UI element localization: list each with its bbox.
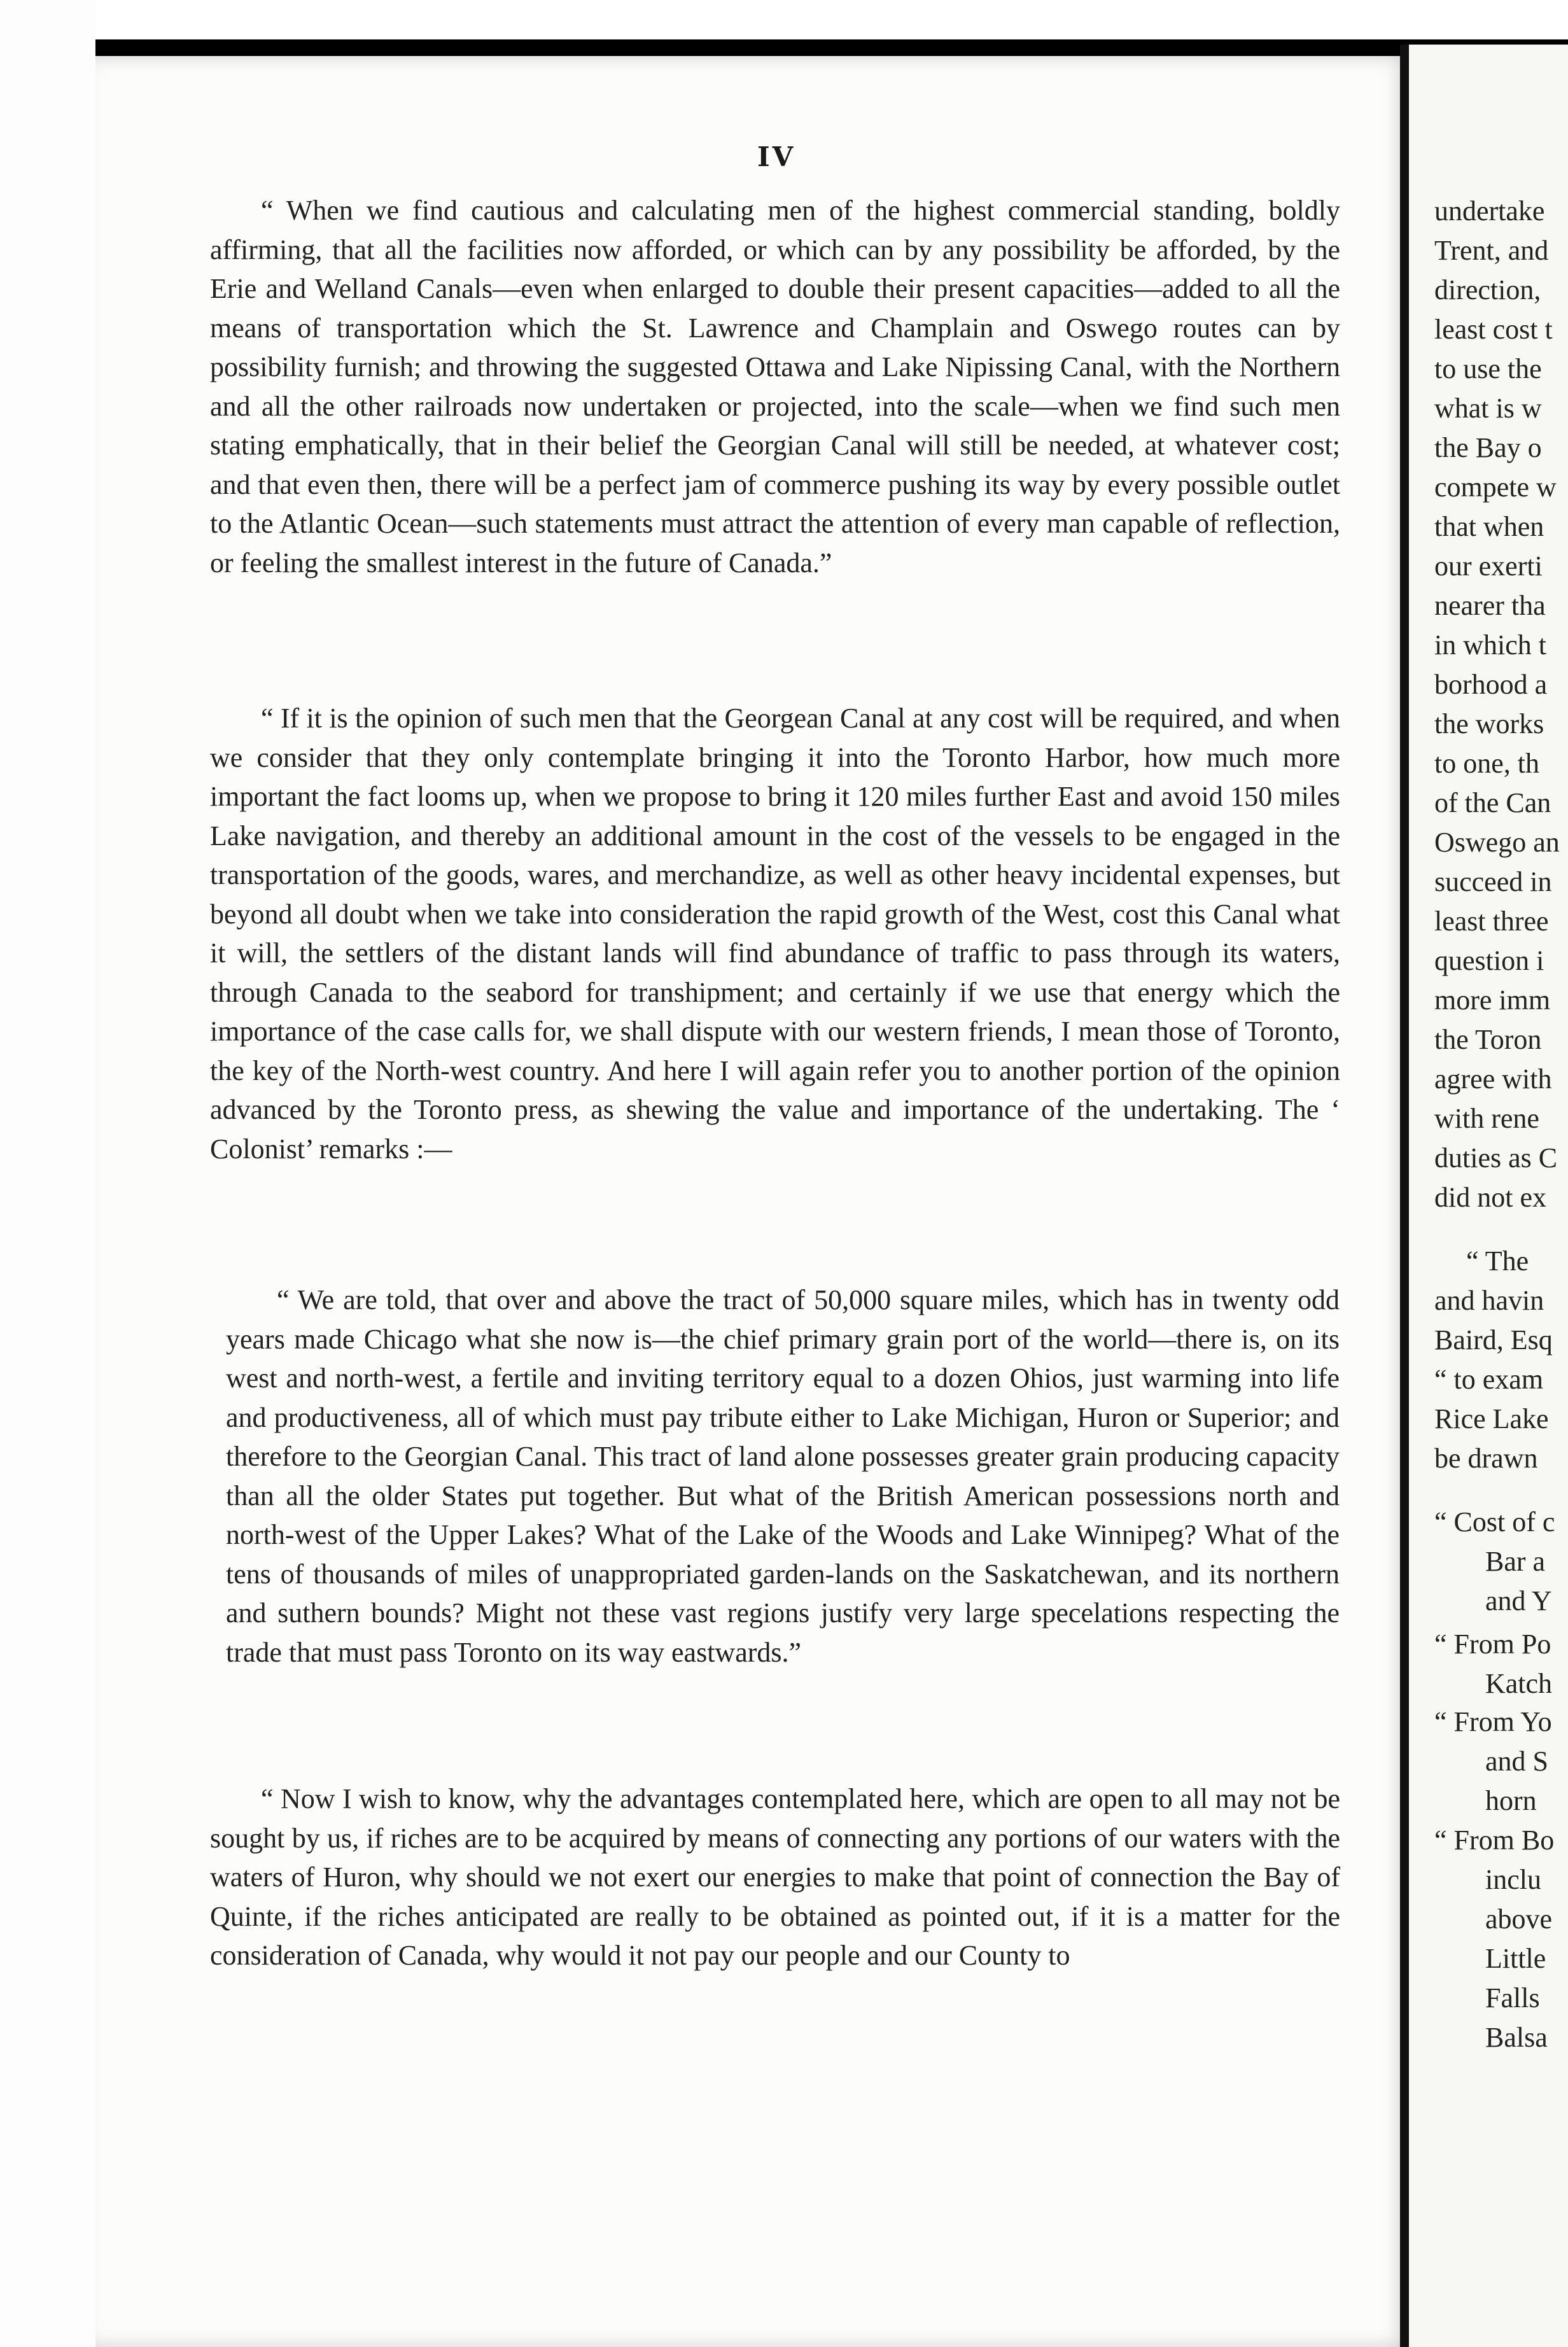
facing-page-line: “ to exam [1434,1364,1544,1395]
facing-page-line: nearer tha [1434,590,1546,621]
facing-page-line: the Bay o [1434,432,1542,463]
facing-page-line: “ The [1466,1245,1529,1277]
facing-page-line: “ Cost of c [1434,1506,1555,1538]
facing-page-line: to use the [1434,353,1542,384]
scan-left-margin [0,0,95,2347]
facing-page-line: direction, [1434,274,1541,305]
facing-page-line: Rice Lake [1434,1403,1549,1434]
facing-page-line: more imm [1434,984,1551,1016]
facing-page-line: of the Can [1434,787,1551,818]
facing-page-line: question i [1434,945,1544,976]
facing-page-line: undertake [1434,195,1545,227]
facing-page-line: in which t [1434,629,1546,661]
facing-page-line: inclu [1485,1864,1541,1895]
facing-page-line: did not ex [1434,1182,1546,1213]
facing-page-line: least cost t [1434,314,1553,345]
facing-page-line: Baird, Esq [1434,1324,1553,1356]
facing-page-line: borhood a [1434,669,1548,700]
facing-page-line: above [1485,1903,1553,1935]
facing-page-line: Trent, and [1434,235,1549,266]
facing-page-line: Bar a [1485,1546,1546,1577]
facing-page-line: least three [1434,906,1549,937]
facing-page-line: the works [1434,708,1544,739]
scan-top-margin [0,0,1568,39]
facing-page-line: “ From Po [1434,1629,1551,1660]
facing-page-line: compete w [1434,472,1557,503]
facing-page-line: “ From Bo [1434,1825,1555,1856]
facing-page-line: duties as C [1434,1142,1558,1174]
facing-page-line: Little [1485,1943,1546,1974]
paragraph-2: “ If it is the opinion of such men that the Georgean Canal at any cost will be required, and when we consider that they only contemplate bringing it into the Toronto Harbor, how much more important the fact looms up, when we propose to bring it 120 miles further East and avoid 150 miles Lake navigation, and thereby an additional amount in the cost of the vessels to be engaged in the transportation of the goods, wares, and merchandize, as well as other heavy incidental expenses, but beyond all doubt when we take into consideration the rapid growth of the West, cost this Canal what it will, the settlers of the distant lands will find abundance of traffic to pass through its waters, through Canada to the seabord for transhipment; and certainly if we use that energy which the importance of the case calls for, we shall dispute with our western friends, I mean those of Toronto, the key of the North-west country. And here I will again refer you to another portion of the opinion advanced by the Toronto press, as shewing the value and importance of the undertaking. The ‘ Colonist’ remarks :— [210,703,1340,1165]
facing-page-line: horn [1485,1785,1537,1816]
facing-page-line: and S [1485,1746,1548,1777]
paragraph-1: “ When we find cautious and calculating men of the highest commercial standing, boldly affirming, that all the facilities now afforded, or which can by any possibility be afforded, by the Erie and Welland Canals—even when enlarged to double their present capacities—added to all the means of transportation which the St. Lawrence and Champlain and Oswego routes can by possibility furnish; and throwing the suggested Ottawa and Lake Nipissing Canal, with the Northern and all the other railroads now undertaken or projected, into the scale—when we find such men stating emphatically, that in their belief the Georgian Canal will still be needed, at whatever cost; and that even then, there will be a perfect jam of commerce pushing its way by every possible outlet to the Atlantic Ocean—such statements must attract the attention of every man capable of reflection, or feeling the smallest interest in the future of Canada.” [210,195,1340,578]
facing-page-line: to one, th [1434,748,1539,779]
facing-page-line: agree with [1434,1063,1552,1095]
facing-page-line: be drawn [1434,1443,1538,1474]
facing-page-line: that when [1434,511,1544,542]
page-number: IV [757,141,796,172]
paragraph-4: “ Now I wish to know, why the advantages contemplated here, which are open to all may not be sought by us, if riches are to be acquired by means of connecting any portions of our waters with the waters of Huron, why should we not exert our energies to make that point of connection the Bay of Quinte, if the riches anticipated are really to be obtained as pointed out, if it is a matter for the consideration of Canada, why would it not pay our people and our County to [210,1783,1340,1971]
facing-page-line: and Y [1485,1585,1552,1616]
facing-page-line: succeed in [1434,866,1552,897]
paragraph-3-quote: “ We are told, that over and above the tract of 50,000 square miles, which has in twenty odd years made Chicago what she now is—the chief primary grain port of the world—there is, on its west and north-west, a fertile and inviting territory equal to a dozen Ohios, just warming into life and productiveness, all of which must pay tribute either to Lake Michigan, Huron or Superior; and therefore to the Georgian Canal. This tract of land alone possesses greater grain producing capacity than all the older States put together. But what of the British American possessions north and north-west of the Upper Lakes? What of the Lake of the Woods and Lake Winnipeg? What of the tens of thousands of miles of unappropriated garden-lands on the Saskatchewan, and its northern and suthern bounds? Might not these vast regions justify very large specelations respecting the trade that must pass Toronto on its way eastwards.” [226,1284,1340,1668]
facing-page [1409,45,1568,2347]
facing-page-line: and havin [1434,1285,1544,1316]
facing-page-line: with rene [1434,1103,1539,1134]
facing-page-line: Falls [1485,1982,1540,2014]
facing-page-line: what is w [1434,393,1542,424]
facing-page-line: Oswego an [1434,827,1560,858]
facing-page-line: the Toron [1434,1024,1542,1055]
facing-page-line: Balsa [1485,2022,1548,2053]
facing-page-line: “ From Yo [1434,1706,1552,1737]
facing-page-line: Katch [1485,1668,1553,1699]
facing-page-line: our exerti [1434,550,1543,582]
book-gutter [1400,45,1409,2347]
